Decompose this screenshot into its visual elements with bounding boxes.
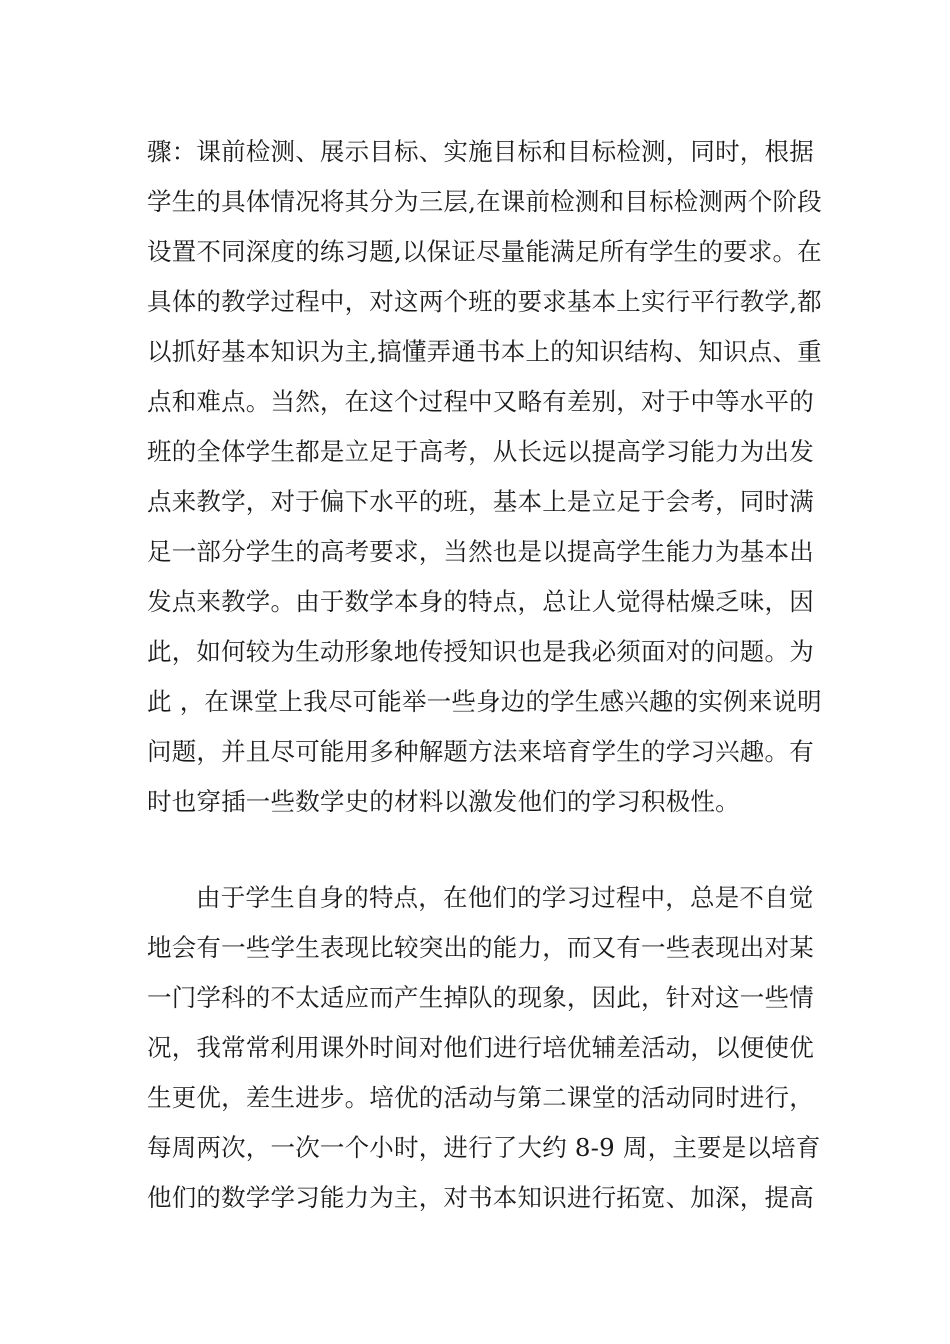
text-line: 学生的具体情况将其分为三层,在课前检测和目标检测两个阶段 xyxy=(147,187,822,216)
text-line: 具体的教学过程中，对这两个班的要求基本上实行平行教学,都 xyxy=(147,287,822,316)
text-line: 况，我常常利用课外时间对他们进行培优辅差活动，以便使优 xyxy=(147,1033,814,1062)
text-line: 他们的数学学习能力为主，对书本知识进行拓宽、加深，提高 xyxy=(147,1183,814,1212)
text-line: 点来教学，对于偏下水平的班，基本上是立足于会考，同时满 xyxy=(147,487,814,516)
text-line: 骤：课前检测、展示目标、实施目标和目标检测，同时，根据 xyxy=(147,137,814,166)
text-line: 班的全体学生都是立足于高考，从长远以提高学习能力为出发 xyxy=(147,437,814,466)
text-line: 发点来教学。由于数学本身的特点，总让人觉得枯燥乏味，因 xyxy=(147,587,814,616)
text-line: 每周两次，一次一个小时，进行了大约 8-9 周，主要是以培育 xyxy=(147,1133,821,1162)
text-line: 地会有一些学生表现比较突出的能力，而又有一些表现出对某 xyxy=(147,933,814,962)
text-line: 问题，并且尽可能用多种解题方法来培育学生的学习兴趣。有 xyxy=(147,737,814,766)
text-line: 足一部分学生的高考要求，当然也是以提高学生能力为基本出 xyxy=(147,537,814,566)
text-line: 此 ，在课堂上我尽可能举一些身边的学生感兴趣的实例来说明 xyxy=(147,687,822,716)
text-line: 以抓好基本知识为主,搞懂弄通书本上的知识结构、知识点、重 xyxy=(147,337,822,366)
text-line: 生更优，差生进步。培优的活动与第二课堂的活动同时进行， xyxy=(147,1083,814,1112)
text-line: 由于学生自身的特点，在他们的学习过程中，总是不自觉 xyxy=(196,883,814,912)
text-line: 点和难点。当然，在这个过程中又略有差别，对于中等水平的 xyxy=(147,387,814,416)
text-line: 时也穿插一些数学史的材料以激发他们的学习积极性。 xyxy=(147,787,740,816)
text-line: 设置不同深度的练习题,以保证尽量能满足所有学生的要求。在 xyxy=(147,237,822,266)
text-line: 此，如何较为生动形象地传授知识也是我必须面对的问题。为 xyxy=(147,637,814,666)
text-line: 一门学科的不太适应而产生掉队的现象，因此，针对这一些情 xyxy=(147,983,814,1012)
